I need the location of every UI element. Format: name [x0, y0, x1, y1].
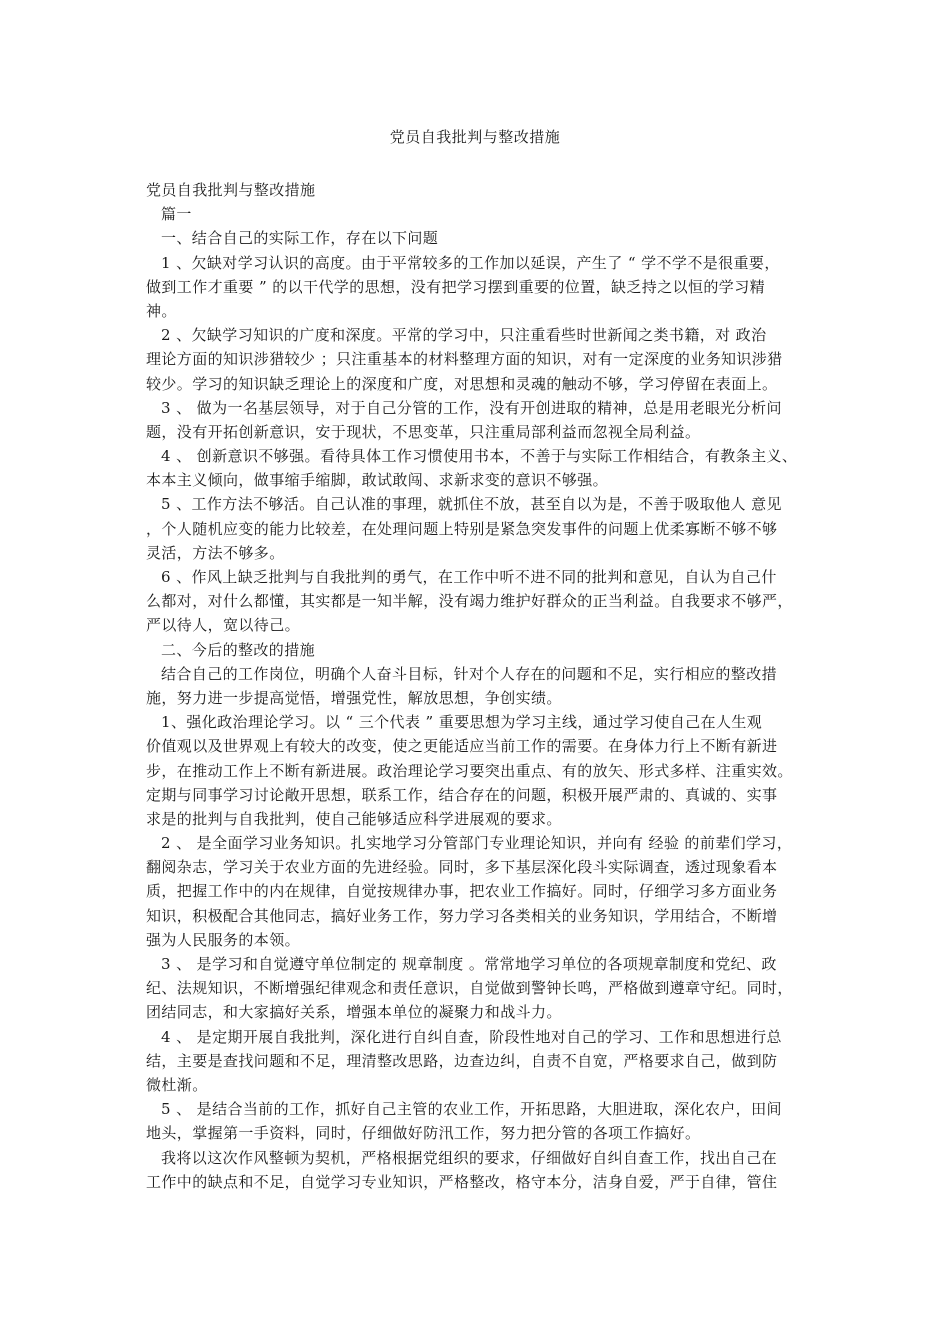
paragraph-line: 1 、欠缺对学习认识的高度。由于平常较多的工作加以延误，产生了 “ 学不学不是很重要， [161, 253, 780, 272]
paragraph-line: 知识，积极配合其他同志，搞好业务工作，努力学习各类相关的业务知识，学用结合，不断增 [146, 906, 778, 925]
paragraph-line: 我将以这次作风整顿为契机，严格根据党组织的要求，仔细做好自纠自查工作，找出自己在 [161, 1148, 778, 1167]
paragraph-line: 结，主要是查找问题和不足，理清整改思路，边查边纠，自责不自宽，严格要求自己，做到防 [146, 1051, 778, 1070]
paragraph-line: 神。 [146, 301, 177, 320]
document-body [146, 178, 814, 1194]
paragraph-line: 定期与同事学习讨论敞开思想，联系工作，结合存在的问题，积极开展严肃的、真诚的、实事 [146, 785, 778, 804]
paragraph-line: 较少。学习的知识缺乏理论上的深度和广度，对思想和灵魂的触动不够，学习停留在表面上。 [146, 374, 778, 393]
article-label: 篇一 [161, 205, 192, 224]
paragraph-line: 做到工作才重要 ” 的以干代学的思想，没有把学习摆到重要的位置，缺乏持之以恒的学习精 [146, 277, 766, 296]
paragraph-line: 5 、 是结合当前的工作，抓好自己主管的农业工作，开拓思路，大胆进取，深化农户，田间 [161, 1100, 782, 1119]
paragraph-line: 质，把握工作中的内在规律，自觉按规律办事，把农业工作搞好。同时，仔细学习多方面业务 [146, 882, 778, 901]
paragraph-line: 步，在推动工作上不断有新进展。政治理论学习要突出重点、有的放矢、形式多样、注重实效。 [146, 761, 793, 780]
paragraph-line: 理论方面的知识涉猎较少 ；只注重基本的材料整理方面的知识，对有一定深度的业务知识涉猎 [146, 350, 783, 369]
paragraph-line: 6 、作风上缺乏批判与自我批判的勇气，在工作中听不进不同的批判和意见，自认为自己什 [161, 568, 777, 586]
section-heading-measures: 二、今后的整改的措施 [161, 640, 316, 659]
paragraph-line: 强为人民服务的本领。 [146, 930, 301, 949]
paragraph-line: 价值观以及世界观上有较大的改变，使之更能适应当前工作的需要。在身体力行上不断有新进 [146, 737, 778, 756]
document-title: 党员自我批判与整改措施 [389, 128, 561, 146]
paragraph-line: 4 、 是定期开展自我批判，深化进行自纠自查，阶段性地对自己的学习、工作和思想进行总 [161, 1027, 782, 1046]
paragraph-line: 团结同志，和大家搞好关系，增强本单位的凝聚力和战斗力。 [146, 1003, 562, 1022]
section-heading-problems: 一、结合自己的实际工作，存在以下问题 [161, 229, 439, 248]
paragraph-line: 1、强化政治理论学习。以 “ 三个代表 ” 重要思想为学习主线，通过学习使自己在人生观 [161, 713, 763, 732]
paragraph-line: 求是的批判与自我批判，使自己能够适应科学进展观的要求。 [146, 809, 562, 828]
paragraph-line: 翻阅杂志，学习关于农业方面的先进经验。同时，多下基层深化段斗实际调查，透过现象看本 [146, 858, 778, 877]
paragraph-line: 纪、法规知识，不断增强纪律观念和责任意识，自觉做到警钟长鸣，严格做到遵章守纪。同时， [146, 979, 793, 998]
paragraph-line: 严以待人，宽以待己。 [146, 616, 301, 635]
paragraph-line: 微杜渐。 [146, 1075, 208, 1094]
body-heading: 党员自我批判与整改措施 [146, 181, 316, 199]
paragraph-line: 本本主义倾向，做事缩手缩脚，敢试敢闯、求新求变的意识不够强。 [146, 471, 609, 490]
paragraph-line: 3 、 是学习和自觉遵守单位制定的 规章制度 。常常地学习单位的各项规章制度和党纪、政 [161, 955, 777, 973]
paragraph-line: 施，努力进一步提高觉悟，增强党性，解放思想，争创实绩。 [146, 688, 562, 707]
paragraph-line: 灵活，方法不够多。 [146, 543, 285, 562]
paragraph-line: 2 、 是全面学习业务知识。扎实地学习分管部门专业理论知识，并向有 经验 的前辈们学习， [161, 834, 793, 853]
paragraph-line: 题，没有开拓创新意识，安于现状，不思变革，只注重局部利益而忽视全局利益。 [146, 422, 701, 441]
paragraph-line: 么都对，对什么都懂，其实都是一知半解，没有竭力维护好群众的正当利益。自我要求不够严， [146, 592, 793, 611]
paragraph-line: ，个人随机应变的能力比较差，在处理问题上特别是紧急突发事件的问题上优柔寡断不够不够 [146, 519, 778, 538]
paragraph-line: 2 、欠缺学习知识的广度和深度。平常的学习中，只注重看些时世新闻之类书籍，对 政治 [161, 326, 767, 345]
paragraph-line: 工作中的缺点和不足，自觉学习专业知识，严格整改，格守本分，洁身自爱，严于自律，管住 [146, 1172, 778, 1191]
paragraph-line: 4 、 创新意识不够强。看待具体工作习惯使用书本，不善于与实际工作相结合，有教条主义、 [161, 447, 798, 466]
paragraph-line: 结合自己的工作岗位，明确个人奋斗目标，针对个人存在的问题和不足，实行相应的整改措 [161, 664, 778, 683]
paragraph-line: 地头，掌握第一手资料，同时，仔细做好防汛工作，努力把分管的各项工作搞好。 [146, 1124, 701, 1143]
paragraph-line: 5 、工作方法不够活。自己认准的事理，就抓住不放，甚至自以为是，不善于吸取他人 意见 [161, 495, 782, 514]
paragraph-line: 3 、 做为一名基层领导，对于自己分管的工作，没有开创进取的精神，总是用老眼光分析问 [161, 398, 782, 417]
